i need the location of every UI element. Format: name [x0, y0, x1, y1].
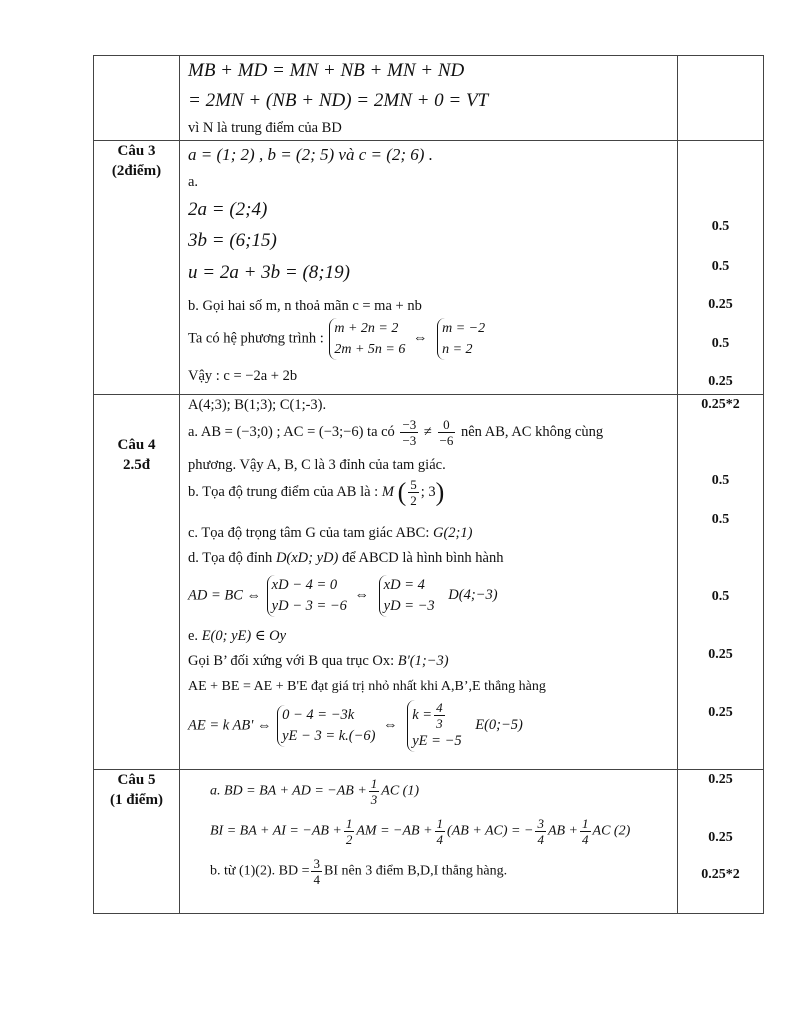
system-eq-2: yD − 3 = −6	[271, 598, 347, 614]
score-value: 0.25	[708, 772, 733, 787]
minimum-condition: AE + BE = AE + B'E đạt giá trị nhỏ nhất khi A,B’,E thẳng hàng	[188, 679, 546, 694]
eq-bi-part: (AB + AC) = −	[447, 823, 534, 839]
question-number: Câu 4	[117, 437, 156, 453]
fraction	[580, 816, 591, 847]
score-value: 0.25	[708, 374, 733, 389]
solution-brace	[407, 700, 461, 752]
content-cell-continuation	[180, 56, 678, 141]
frac-den: 4	[582, 832, 589, 847]
frac-num: 1	[345, 816, 353, 831]
solution-brace	[379, 575, 435, 617]
frac-num: 3	[313, 856, 320, 871]
frac-den: 3	[370, 792, 378, 807]
eq-bi	[210, 816, 630, 847]
frac-num: 4	[436, 700, 443, 715]
point-e-on-oy: E(0; yE) ∈ Oy	[201, 628, 287, 644]
table-row-cau4	[94, 395, 764, 770]
frac-num: 1	[582, 816, 589, 831]
solution-x: xD = 4	[383, 577, 425, 593]
vector-equality: AD = BC ⇔	[188, 587, 262, 604]
eq-line-1: MB + MD = MN + NB + MN + ND	[188, 60, 465, 81]
frac-den: 3	[436, 716, 443, 731]
part-b-line	[188, 477, 444, 508]
points-given: A(4;3); B(1;3); C(1;-3).	[188, 397, 327, 413]
ratio-fraction-2	[438, 417, 456, 448]
fraction	[369, 776, 380, 807]
midpoint-y: ; 3	[420, 483, 436, 500]
solution-k: k =	[412, 706, 433, 723]
fraction	[311, 856, 322, 887]
question-number: Câu 5	[117, 772, 156, 788]
eq-line-2: = 2MN + (NB + ND) = 2MN + 0 = VT	[188, 90, 489, 111]
midpoint-x-fraction	[408, 477, 419, 508]
system-eq-1: 0 − 4 = −3k	[282, 707, 355, 723]
answer-table	[93, 55, 764, 914]
score-value: 0.5	[711, 512, 730, 527]
system-eq-2: yE − 3 = k.(−6)	[282, 728, 376, 744]
solution-y: yE = −5	[412, 733, 462, 749]
fraction	[535, 816, 546, 847]
part-c-text: c. Tọa độ trọng tâm G của tam giác ABC:	[188, 525, 430, 541]
system-brace	[329, 318, 405, 360]
k-fraction	[434, 700, 445, 731]
part-d-tail: để ABCD là hình bình hành	[341, 550, 504, 566]
system-eq-1: xD − 4 = 0	[271, 577, 338, 593]
vertex-d: D(xD; yD)	[275, 550, 339, 566]
score-cell-empty	[678, 56, 764, 141]
part-c-line	[188, 525, 472, 542]
label-cell-empty	[94, 56, 180, 141]
score-cell-cau4	[678, 395, 764, 770]
solution-brace	[437, 318, 485, 360]
eq-bi-part: BI = BA + AI = −AB +	[210, 823, 342, 839]
score-cell-cau3	[678, 141, 764, 395]
part-a-line	[188, 417, 603, 448]
frac-den: −6	[439, 433, 454, 448]
system-line	[188, 318, 485, 360]
eq-bd-lhs: a. BD = BA + AD = −AB +	[210, 783, 367, 799]
part-e-label: e.	[188, 628, 199, 644]
table-row-continuation	[94, 56, 764, 141]
fraction	[435, 816, 446, 847]
score-value: 0.5	[711, 259, 730, 274]
score-value: 0.25	[708, 830, 733, 845]
question-label-cau5	[94, 770, 180, 914]
part-a-label: a.	[188, 174, 199, 190]
eq-2a: 2a = (2;4)	[188, 199, 268, 220]
part-b-statement: b. Gọi hai số m, n thoả mãn c = ma + nb	[188, 298, 422, 314]
content-cell-cau4	[180, 395, 678, 770]
eq-bi-tail: AC (2)	[592, 823, 631, 839]
system-eq-2: 2m + 5n = 6	[334, 342, 406, 357]
question-points: (2điểm)	[111, 163, 162, 179]
system-brace	[277, 705, 375, 747]
content-cell-cau5	[180, 770, 678, 914]
solution-n: n = 2	[442, 342, 473, 357]
vertex-d-result: D(4;−3)	[448, 587, 498, 604]
equivalence-symbol: ⇔	[412, 330, 428, 347]
given-vectors: a = (1; 2) , b = (2; 5) và c = (2; 6) .	[188, 145, 433, 164]
score-value: 0.25	[708, 647, 733, 662]
part-d-text: d. Tọa độ đỉnh	[188, 550, 273, 566]
point-e-result: E(0;−5)	[475, 717, 523, 734]
score-value: 0.25	[708, 297, 733, 312]
frac-den: 2	[345, 832, 353, 847]
eq-bd	[210, 776, 419, 807]
eq-bd-tail: AC (1)	[381, 783, 419, 799]
frac-den: 4	[436, 832, 444, 847]
equivalence-symbol: ⇔	[354, 587, 370, 604]
frac-num: −3	[402, 417, 417, 432]
collinear-vector: AE = k AB' ⇔	[188, 717, 272, 734]
system-brace	[267, 575, 347, 617]
eq-3b: 3b = (6;15)	[188, 230, 277, 251]
eq-bi-part: AB +	[547, 823, 579, 839]
question-points: (1 điểm)	[110, 792, 163, 808]
score-value: 0.5	[711, 589, 730, 604]
score-value: 0.5	[711, 219, 730, 234]
not-equal-symbol: ≠	[423, 423, 432, 440]
equivalence-symbol: ⇔	[383, 717, 398, 734]
eq-u: u = 2a + 3b = (8;19)	[188, 262, 350, 283]
score-value: 0.5	[711, 473, 730, 488]
part-e-system	[188, 700, 523, 752]
part-a-conclusion: phương. Vậy A, B, C là 3 đỉnh của tam giác.	[188, 457, 446, 473]
frac-num: 1	[436, 816, 444, 831]
part-d-system	[188, 575, 498, 617]
conclusion: Vậy : c = −2a + 2b	[188, 368, 298, 384]
score-value: 0.25*2	[701, 397, 740, 412]
score-value: 0.25	[708, 705, 733, 720]
solution-k-line	[412, 700, 461, 731]
part-b-conclusion	[210, 856, 507, 887]
part-d-line	[188, 550, 503, 567]
content-cell-cau3	[180, 141, 678, 395]
table-row-cau3	[94, 141, 764, 395]
frac-den: 4	[537, 832, 544, 847]
fraction	[344, 816, 355, 847]
frac-num: 5	[410, 477, 417, 492]
frac-num: 3	[537, 816, 544, 831]
frac-den: −3	[402, 433, 417, 448]
conclusion-lhs: b. từ (1)(2). BD =	[210, 863, 310, 879]
score-value: 0.25*2	[701, 867, 740, 882]
conclusion-tail: BI nên 3 điểm B,D,I thẳng hàng.	[323, 863, 508, 879]
reflection-text: Gọi B’ đối xứng với B qua trục Ox:	[188, 653, 395, 669]
part-a-tail: nên AB, AC không cùng	[460, 423, 604, 440]
note-line: vì N là trung điểm của BD	[188, 120, 342, 136]
midpoint-name: M	[381, 483, 394, 500]
question-points: 2.5đ	[122, 457, 151, 473]
frac-num: 1	[370, 776, 378, 791]
system-eq-1: m + 2n = 2	[334, 321, 399, 336]
reflection-point: B'(1;−3)	[397, 653, 449, 669]
score-cell-cau5	[678, 770, 764, 914]
reflection-line	[188, 653, 449, 670]
score-value: 0.5	[711, 336, 730, 351]
system-intro: Ta có hệ phương trình :	[188, 330, 324, 347]
paren-right: )	[435, 477, 445, 507]
frac-den: 2	[410, 493, 417, 508]
question-number: Câu 3	[117, 143, 156, 159]
frac-num: 0	[438, 417, 456, 433]
question-label-cau4	[94, 395, 180, 770]
part-a-vectors: a. AB = (−3;0) ; AC = (−3;−6) ta có	[188, 423, 395, 440]
eq-bi-part: AM = −AB +	[356, 823, 433, 839]
solution-y: yD = −3	[383, 598, 435, 614]
frac-den: 4	[313, 872, 320, 887]
table-row-cau5	[94, 770, 764, 914]
part-b-text: b. Tọa độ trung điểm của AB là :	[188, 483, 379, 500]
ratio-fraction-1	[400, 417, 418, 448]
centroid-value: G(2;1)	[432, 525, 473, 541]
part-e-line	[188, 628, 286, 645]
paren-left: (	[397, 477, 407, 507]
solution-m: m = −2	[442, 321, 486, 336]
question-label-cau3	[94, 141, 180, 395]
